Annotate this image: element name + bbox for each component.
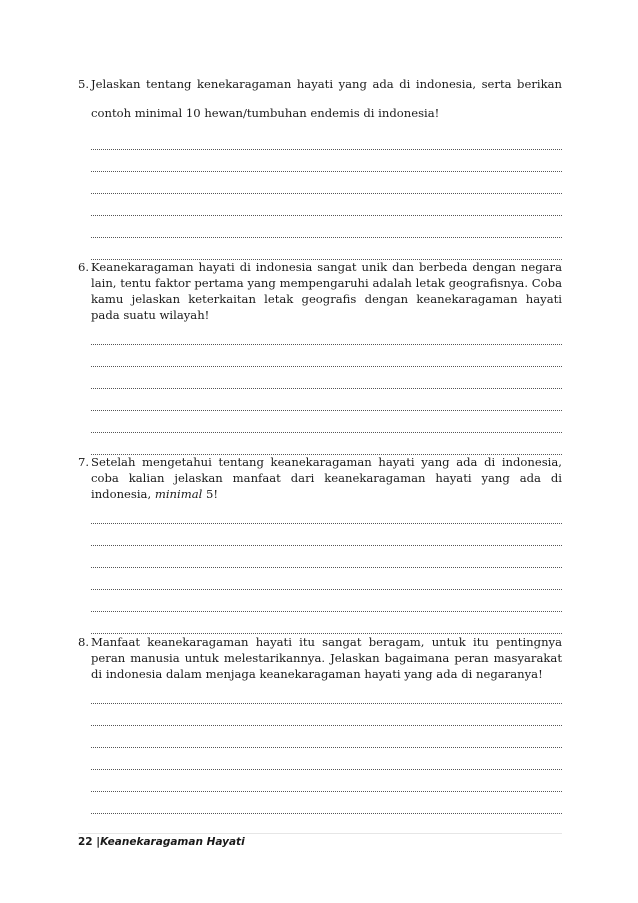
answer-line[interactable] [91, 726, 562, 748]
footer-separator: | [96, 836, 101, 848]
answer-line[interactable] [91, 128, 562, 150]
answer-line[interactable] [91, 238, 562, 260]
question-number: 5. [78, 77, 90, 91]
answer-lines[interactable] [78, 682, 562, 814]
question-text [78, 259, 562, 323]
answer-lines[interactable] [78, 323, 562, 455]
answer-lines[interactable] [78, 502, 562, 634]
answer-line[interactable] [91, 792, 562, 814]
answer-line[interactable] [91, 433, 562, 455]
answer-line[interactable] [91, 770, 562, 792]
question-number: 6. [78, 260, 90, 274]
page-footer [78, 836, 245, 848]
answer-line[interactable] [91, 194, 562, 216]
answer-line[interactable] [91, 389, 562, 411]
question-text [78, 634, 562, 682]
answer-line[interactable] [91, 345, 562, 367]
question-body: Setelah mengetahui tentang keanekaragaman hayati yang ada di indonesia, coba kalian jelaskan manfaat dari keanekaragaman hayati yang ada di indonesia, [91, 455, 562, 501]
question-6 [78, 259, 562, 455]
question-7 [78, 454, 562, 634]
question-body: Manfaat keanekaragaman hayati itu sangat beragam, untuk itu pentingnya peran manusia untuk melestarikannya. Jelaskan bagaimana peran masyarakat di indonesia dalam menjaga keanekaragaman hayati yang ada di negaranya! [91, 635, 562, 681]
question-number: 8. [78, 635, 90, 649]
answer-line[interactable] [91, 612, 562, 634]
answer-line[interactable] [91, 704, 562, 726]
answer-line[interactable] [91, 411, 562, 433]
answer-line[interactable] [91, 216, 562, 238]
question-body: Keanekaragaman hayati di indonesia sangat unik dan berbeda dengan negara lain, tentu faktor pertama yang mempengaruhi adalah letak geografisnya. Coba kamu jelaskan keterkaitan letak geografis dengan keanekaragaman hayati pada suatu wilayah! [91, 260, 562, 322]
answer-line[interactable] [91, 590, 562, 612]
answer-line[interactable] [91, 682, 562, 704]
footer-title: Keanekaragaman Hayati [100, 836, 245, 848]
question-number: 7. [78, 455, 90, 469]
answer-lines[interactable] [78, 128, 562, 260]
answer-line[interactable] [91, 502, 562, 524]
answer-line[interactable] [91, 150, 562, 172]
answer-line[interactable] [91, 172, 562, 194]
answer-line[interactable] [91, 748, 562, 770]
footer-divider [78, 833, 562, 834]
answer-line[interactable] [91, 568, 562, 590]
question-body: Jelaskan tentang kenekaragaman hayati yang ada di indonesia, serta berikan contoh minimal 10 hewan/tumbuhan endemis di indonesia! [91, 77, 562, 120]
answer-line[interactable] [91, 524, 562, 546]
question-text [78, 454, 562, 502]
page-number: 22 [78, 836, 93, 848]
question-text [78, 70, 562, 128]
question-emphasis: minimal [154, 487, 203, 501]
question-body-end: 5! [202, 487, 219, 501]
answer-line[interactable] [91, 367, 562, 389]
question-8 [78, 634, 562, 814]
answer-line[interactable] [91, 323, 562, 345]
question-5 [78, 70, 562, 260]
answer-line[interactable] [91, 546, 562, 568]
